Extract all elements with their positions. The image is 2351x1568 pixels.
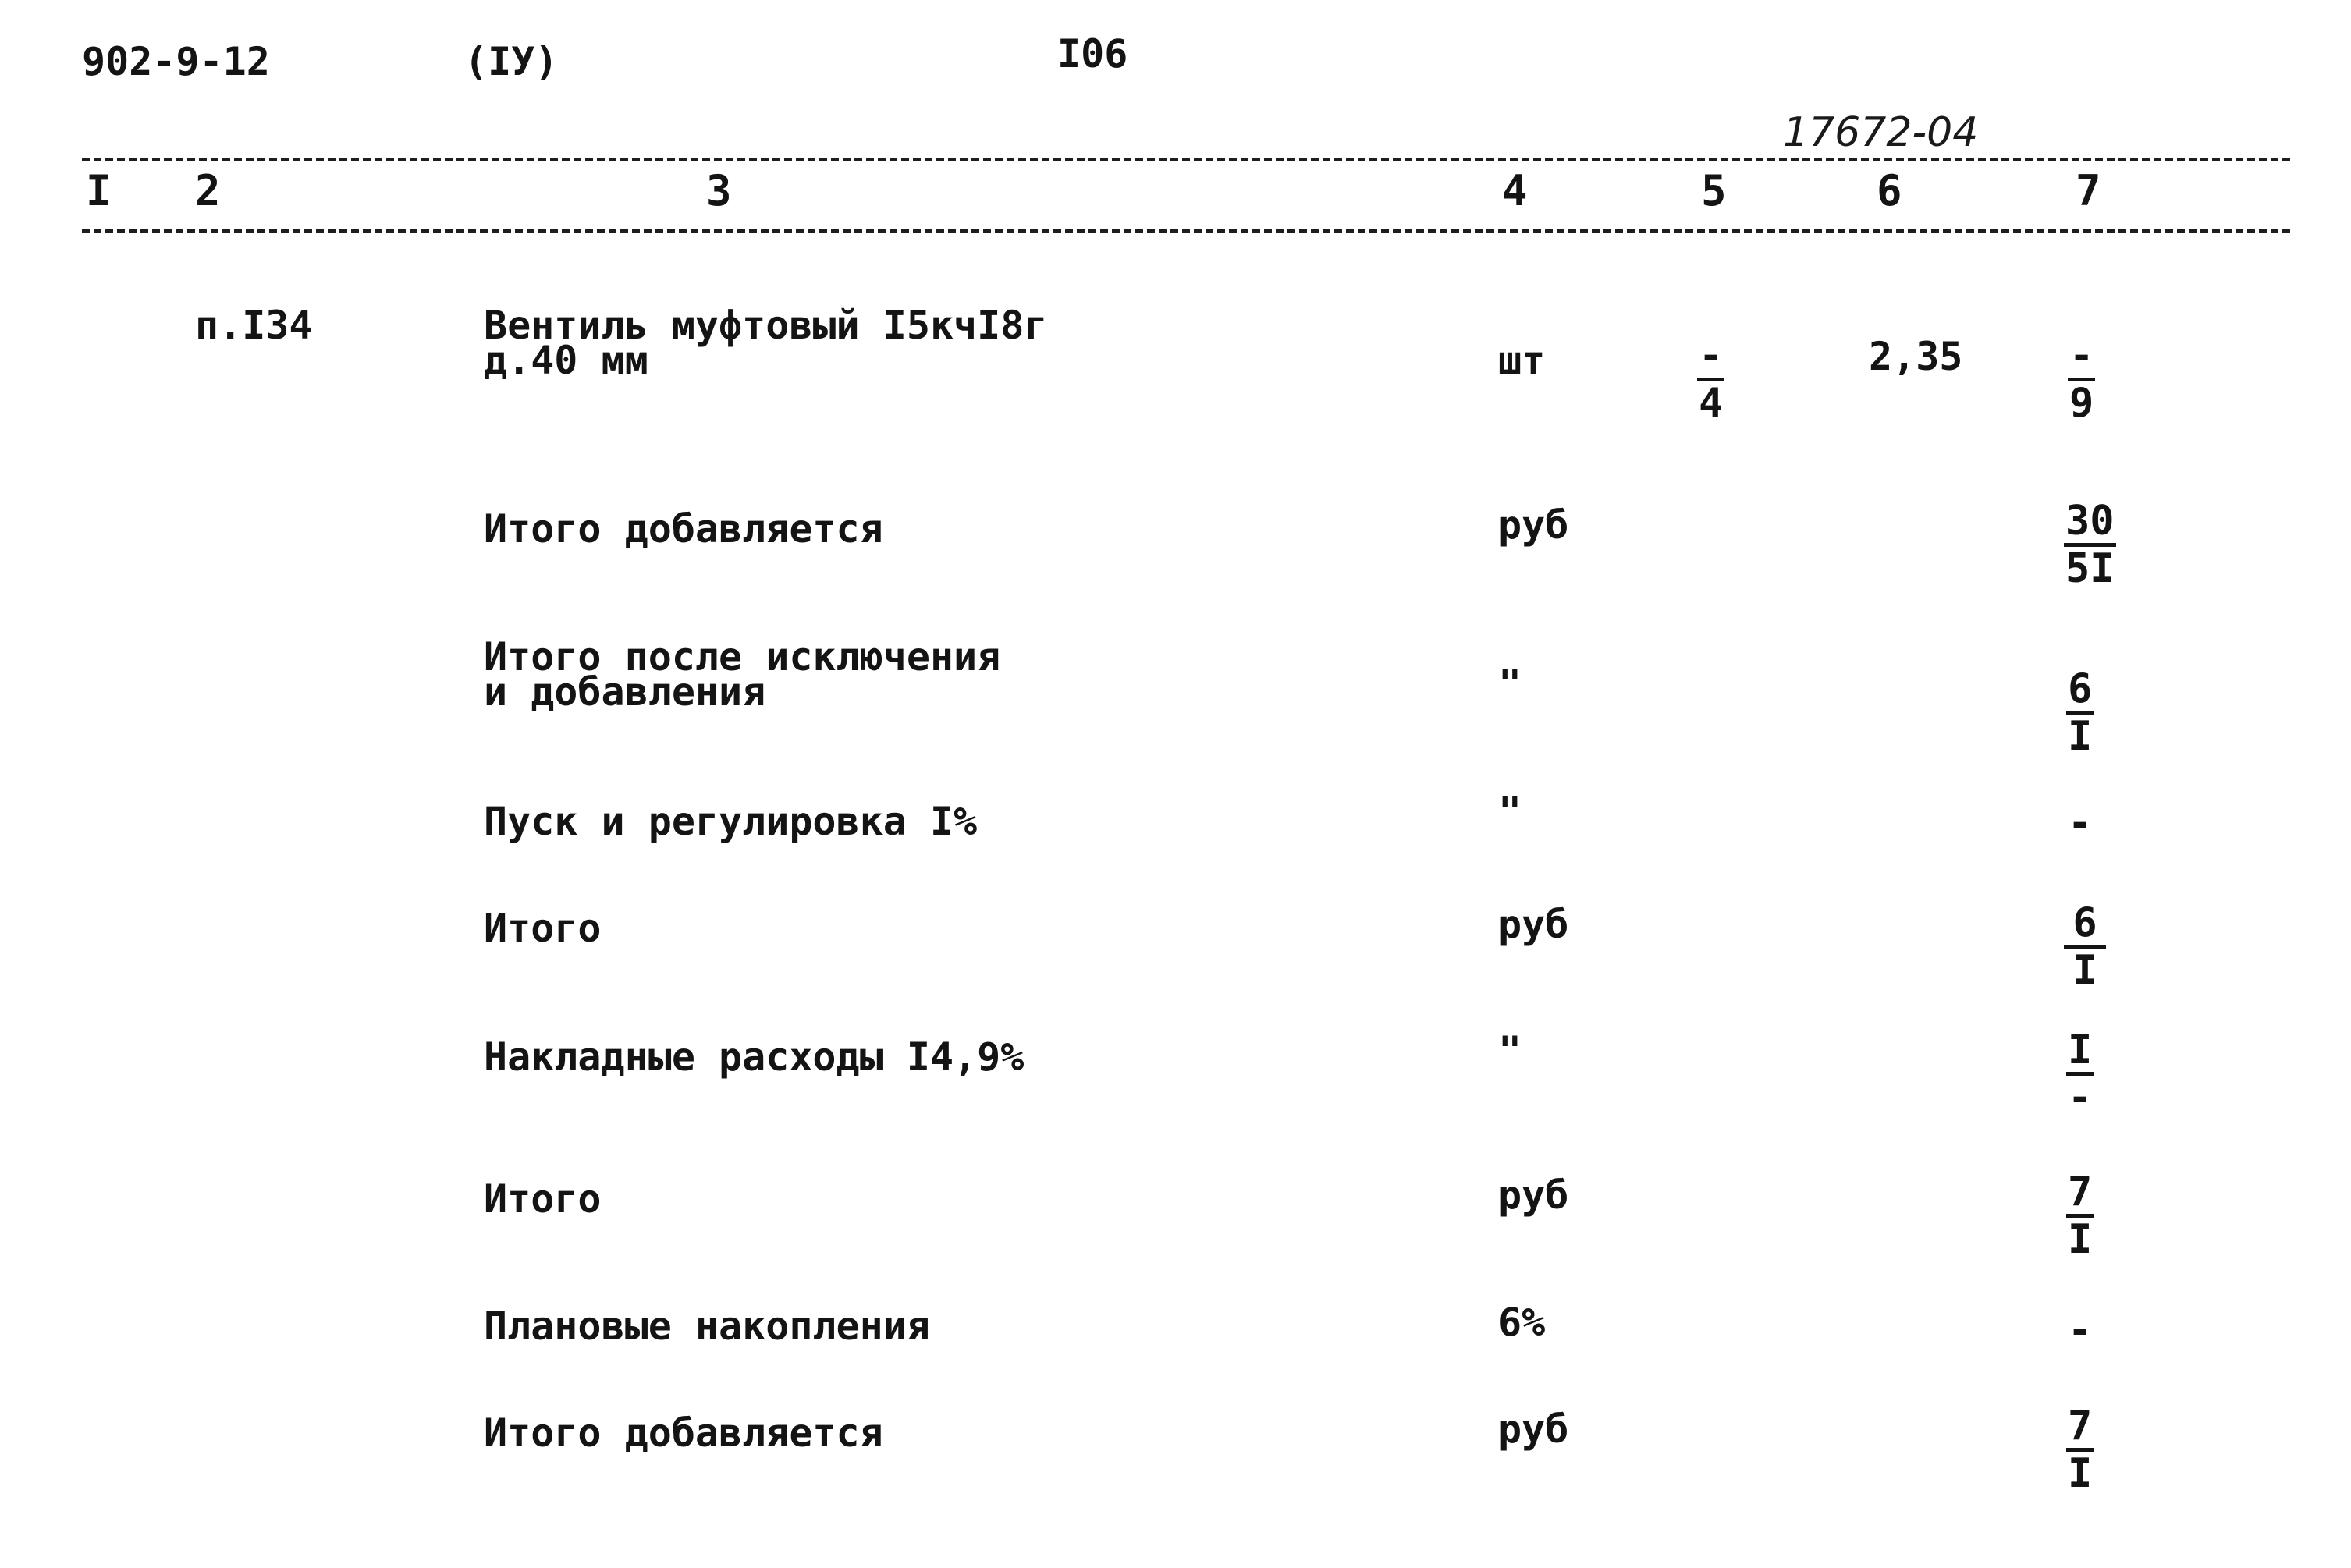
row-after-exclusion-bottom: I bbox=[2068, 713, 2093, 760]
row-after-exclusion-label-line2: и добавления bbox=[484, 669, 766, 715]
row-startup-value: - bbox=[2068, 800, 2093, 846]
volume-label: (IУ) bbox=[464, 39, 559, 84]
row-subtotal1-label: Итого bbox=[484, 906, 602, 951]
row-added-total-top: 30 bbox=[2064, 499, 2116, 547]
item-unit: шт bbox=[1498, 338, 1546, 383]
item-name-line1: Вентиль муфтовый I5кчI8г bbox=[484, 303, 1048, 348]
row-planned-savings-unit: 6% bbox=[1498, 1300, 1546, 1345]
row-after-exclusion-top: 6 bbox=[2066, 667, 2094, 715]
page-number: I06 bbox=[1057, 31, 1128, 76]
item-quantity bbox=[1697, 334, 1724, 425]
column-number-5: 5 bbox=[1701, 166, 1727, 215]
row-final-added-top: 7 bbox=[2066, 1404, 2094, 1452]
item-price: 2,35 bbox=[1869, 334, 1963, 379]
row-subtotal1-bottom: I bbox=[2072, 947, 2097, 994]
row-added-total-bottom: 5I bbox=[2065, 545, 2115, 592]
row-startup-label: Пуск и регулировка I% bbox=[484, 799, 978, 844]
row-overhead-unit: " bbox=[1498, 1028, 1522, 1073]
row-final-added-bottom: I bbox=[2068, 1450, 2093, 1497]
row-overhead-bottom: - bbox=[2068, 1074, 2093, 1121]
row-subtotal2-bottom: I bbox=[2068, 1216, 2093, 1263]
row-added-total-value bbox=[2064, 499, 2116, 591]
row-overhead-value bbox=[2066, 1028, 2094, 1119]
header-top-rule bbox=[82, 158, 2290, 161]
row-startup-unit: " bbox=[1498, 789, 1522, 834]
row-overhead-label: Накладные расходы I4,9% bbox=[484, 1034, 1025, 1080]
inventory-number: 17672-04 bbox=[1783, 109, 1979, 156]
row-overhead-top: I bbox=[2066, 1028, 2094, 1076]
item-total-top: - bbox=[2068, 334, 2095, 381]
item-total bbox=[2068, 334, 2095, 425]
row-planned-savings-value: - bbox=[2068, 1307, 2093, 1353]
column-number-7: 7 bbox=[2076, 166, 2101, 215]
row-subtotal1-top: 6 bbox=[2064, 901, 2106, 949]
row-subtotal2-unit: руб bbox=[1498, 1172, 1569, 1218]
item-total-bottom: 9 bbox=[2069, 380, 2094, 427]
row-planned-savings-label: Плановые накопления bbox=[484, 1304, 930, 1349]
column-number-1: I bbox=[86, 166, 112, 215]
row-subtotal2-top: 7 bbox=[2066, 1170, 2094, 1218]
column-number-2: 2 bbox=[195, 166, 221, 215]
row-subtotal1-unit: руб bbox=[1498, 902, 1569, 947]
item-quantity-bottom: 4 bbox=[1699, 380, 1724, 427]
column-number-4: 4 bbox=[1502, 166, 1528, 215]
header-bottom-rule bbox=[82, 229, 2290, 233]
row-final-added-label: Итого добавляется bbox=[484, 1410, 883, 1456]
column-number-6: 6 bbox=[1877, 166, 1902, 215]
column-number-3: 3 bbox=[706, 166, 732, 215]
row-subtotal2-value bbox=[2066, 1170, 2094, 1261]
row-added-total-unit: руб bbox=[1498, 502, 1569, 548]
item-quantity-top: - bbox=[1697, 334, 1724, 381]
row-after-exclusion-value bbox=[2066, 667, 2094, 758]
row-subtotal1-value bbox=[2064, 901, 2106, 992]
item-reference: п.I34 bbox=[195, 303, 313, 348]
row-subtotal2-label: Итого bbox=[484, 1176, 602, 1222]
row-final-added-unit: руб bbox=[1498, 1407, 1569, 1452]
row-after-exclusion-label-line1: Итого после исключения bbox=[484, 634, 1001, 679]
row-after-exclusion-unit: " bbox=[1498, 662, 1522, 707]
row-final-added-value bbox=[2066, 1404, 2094, 1495]
row-added-total-label: Итого добавляется bbox=[484, 506, 883, 552]
document-code: 902-9-12 bbox=[82, 39, 270, 84]
item-name-line2: д.40 мм bbox=[484, 338, 648, 383]
